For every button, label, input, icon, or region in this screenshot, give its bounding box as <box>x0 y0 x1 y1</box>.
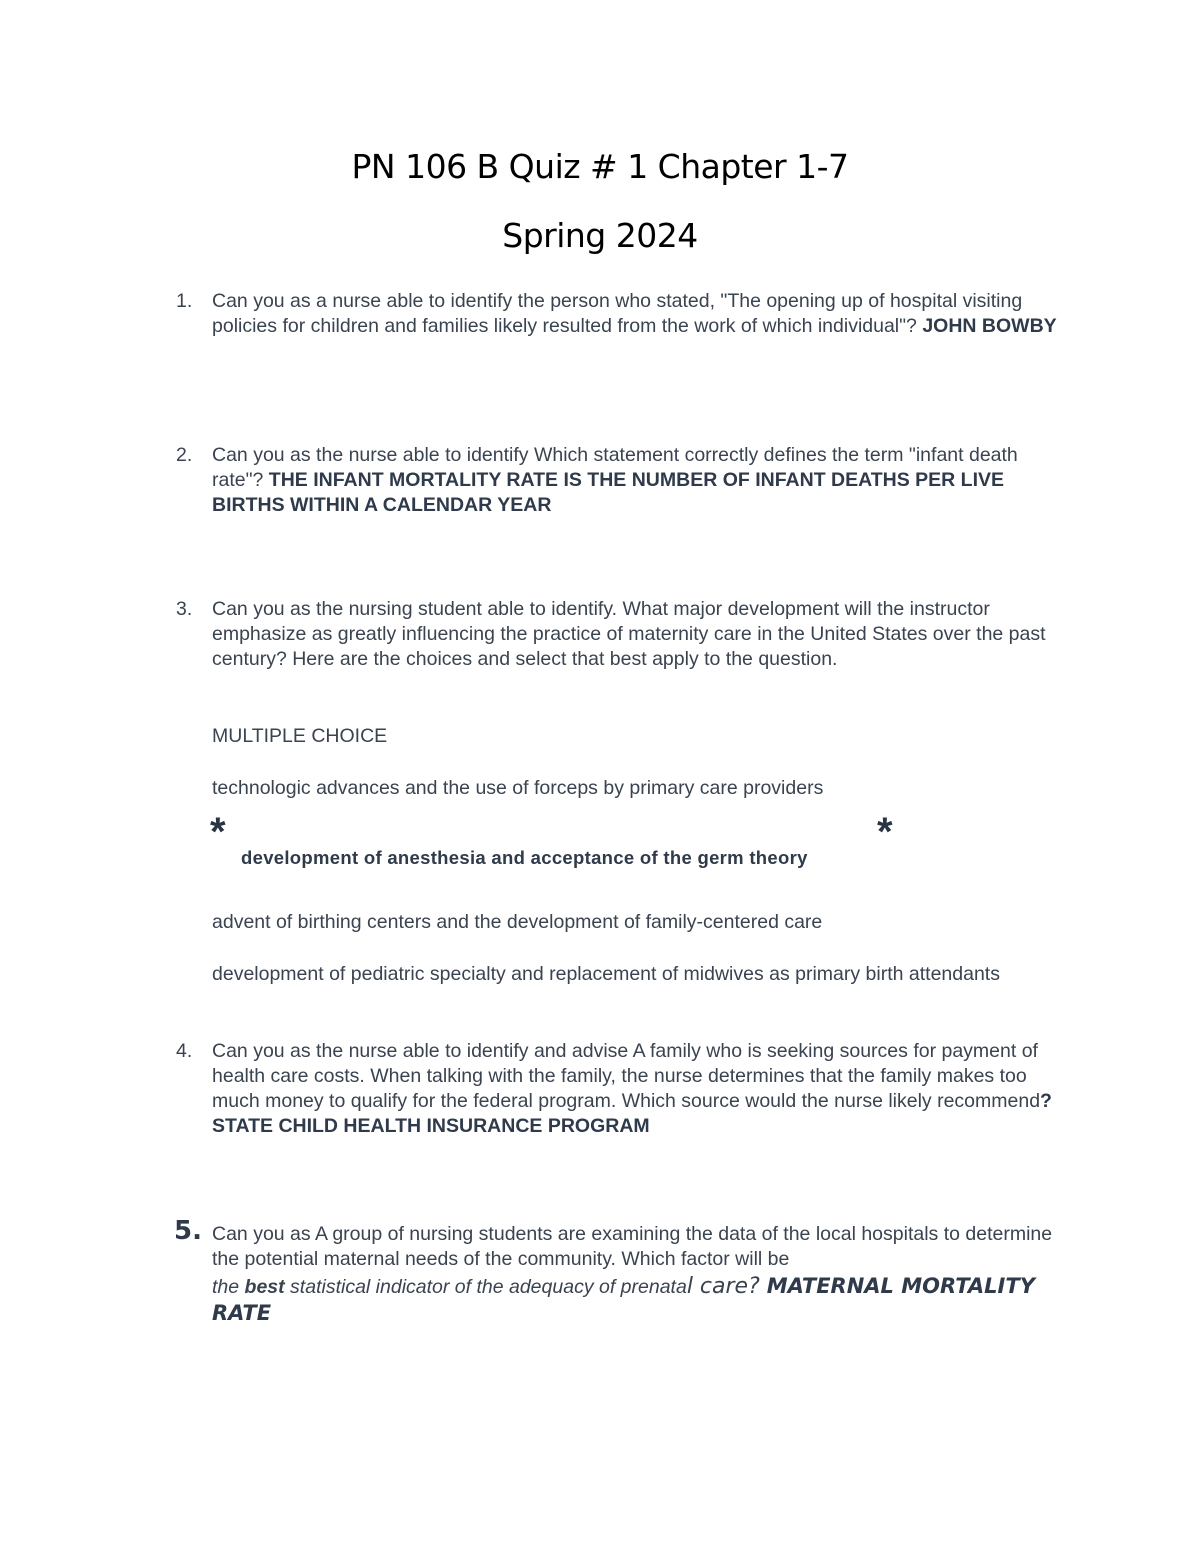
question-5-best: best <box>244 1276 285 1298</box>
question-4-answer: ? STATE CHILD HEALTH INSURANCE PROGRAM <box>212 1090 1052 1137</box>
question-1 <box>212 289 1062 339</box>
question-3-text: Can you as the nursing student able to identify. What major development will the instructor emphasize as greatly influencing the practice of maternity care in the United States over the past century? Here are the choices and select that best apply to the question. <box>212 598 1046 670</box>
question-4 <box>212 1039 1062 1139</box>
question-2-text: Can you as the nurse able to identify Which statement correctly defines the term "infant death rate"? <box>212 444 1018 491</box>
question-5-care: l care? <box>686 1274 767 1299</box>
question-1-text: Can you as a nurse able to identify the person who stated, "The opening up of hospital visiting policies for children and families likely resulted from the work of which individual"? <box>212 290 1023 337</box>
question-2-answer: THE INFANT MORTALITY RATE IS THE NUMBER OF INFANT DEATHS PER LIVE BIRTHS WITHIN A CALENDAR YEAR <box>212 469 1005 516</box>
question-5-mid: statistical indicator of the adequacy of prenata <box>284 1276 687 1298</box>
choice-d: development of pediatric specialty and replacement of midwives as primary birth attendants <box>212 963 1000 985</box>
question-5-text: Can you as A group of nursing students are examining the data of the local hospitals to determine the potential maternal needs of the community. Which factor will be <box>212 1223 1053 1270</box>
question-5-the: the <box>212 1276 245 1298</box>
choice-c: advent of birthing centers and the development of family-centered care <box>212 911 823 933</box>
question-1-number: 1. <box>176 290 193 312</box>
question-4-number: 4. <box>176 1040 193 1062</box>
question-2-number: 2. <box>176 444 193 466</box>
question-4-text: Can you as the nurse able to identify and advise A family who is seeking sources for payment of health care costs. When talking with the family, the nurse determines that the family makes too much money to qualify for the federal program. Which source would the nurse likely recommend <box>212 1040 1041 1112</box>
document-subtitle: Spring 2024 <box>502 216 698 255</box>
question-5-number: 5. <box>174 1216 202 1246</box>
question-5-answer: MATERNAL MORTALITY RATE <box>212 1274 1035 1325</box>
question-3-number: 3. <box>176 598 193 620</box>
question-5-line3 <box>212 1273 1057 1327</box>
choice-a: technologic advances and the use of forceps by primary care providers <box>212 777 824 799</box>
question-2 <box>212 443 1062 518</box>
star-marker-left: * <box>210 810 226 854</box>
question-3-type-label: MULTIPLE CHOICE <box>212 725 388 747</box>
document-title: PN 106 B Quiz # 1 Chapter 1-7 <box>351 147 849 186</box>
choice-b-correct: development of anesthesia and acceptance of the germ theory <box>241 847 808 868</box>
question-1-answer: JOHN BOWBY <box>922 315 1057 337</box>
star-marker-right: * <box>877 810 893 854</box>
